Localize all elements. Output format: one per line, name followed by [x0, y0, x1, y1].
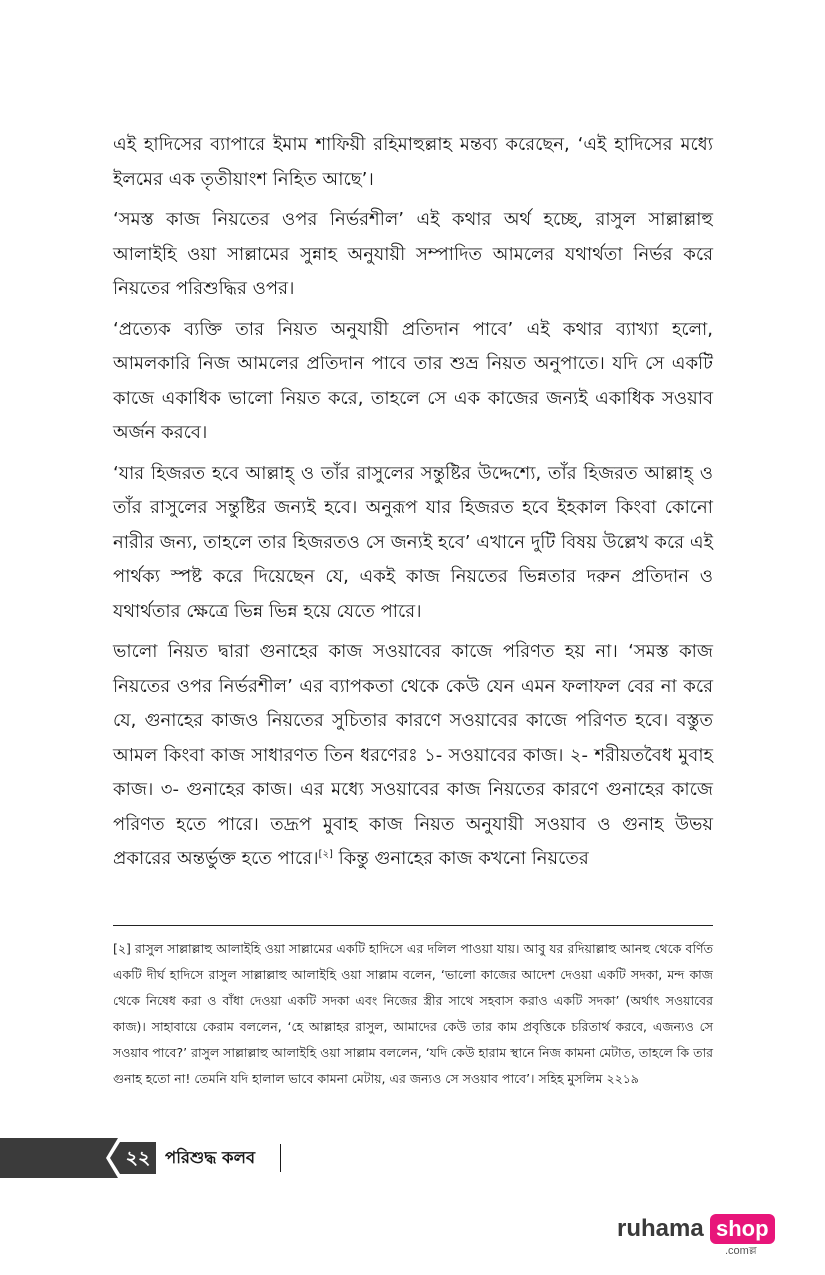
brand-logo	[617, 1214, 787, 1258]
footnote-divider	[113, 925, 713, 926]
brand-name-part1: ruhama	[617, 1215, 704, 1242]
paragraph-4: ‘যার হিজরত হবে আল্লাহ্‌ ও তাঁর রাসুলের সন্তুষ্টির উদ্দেশ্যে, তাঁর হিজরত আল্লাহ্‌ ও তাঁর রাসুলের সন্তুষ্টির জন্যই হবে। অনুরূপ যার হিজরত হবে ইহকাল কিংবা কোনো নারীর জন্য, তাহলে তার হিজরতও সে জন্যই হবে’ এখানে দুটি বিষয় উল্লেখ করে এই পার্থক্য স্পষ্ট করে দিয়েছেন যে, একই কাজ নিয়তের ভিন্নতার দরুন প্রতিদান ও যথার্থতার ক্ষেত্রে ভিন্ন ভিন্ন হয়ে যেতে পারে।	[113, 462, 713, 622]
footnote-marker: [২]	[113, 941, 131, 956]
page-number: ২২	[125, 1147, 151, 1169]
title-separator	[280, 1144, 281, 1172]
main-text	[113, 128, 713, 877]
paragraph-2: ‘সমস্ত কাজ নিয়তের ওপর নির্ভরশীল’ এই কথার অর্থ হচ্ছে, রাসুল সাল্লাল্লাহু আলাইহি ওয়া সাল্লামের সুন্নাহ অনুযায়ী সম্পাদিত আমলের যথার্থতা নির্ভর করে নিয়তের পরিশুদ্ধির ওপর।	[113, 209, 713, 299]
paragraph-5-text: ভালো নিয়ত দ্বারা গুনাহের কাজ সওয়াবের কাজে পরিণত হয় না। ‘সমস্ত কাজ নিয়তের ওপর নির্ভরশীল’ এর ব্যাপকতা থেকে কেউ যেন এমন ফলাফল বের না করে যে, গুনাহের কাজও নিয়তের সুচিতার কারণে সওয়াবের কাজে পরিণত হবে। বস্তুত আমল কিংবা কাজ সাধারণত তিন ধরণেরঃ ১- সওয়াবের কাজ। ২- শরীয়তবৈধ মুবাহ কাজ। ৩- গুনাহের কাজ। এর মধ্যে সওয়াবের কাজ নিয়তের কারণে গুনাহের কাজে পরিণত হতে পারে। তদ্রূপ মুবাহ কাজ নিয়ত অনুযায়ী সওয়াব ও গুনাহ উভয় প্রকারের অন্তর্ভুক্ত হতে পারে।	[113, 641, 713, 869]
book-title: পরিশুদ্ধ কলব	[165, 1148, 256, 1167]
paragraph-5	[113, 635, 713, 877]
footnote-text: রাসুল সাল্লাল্লাহু আলাইহি ওয়া সাল্লামের একটি হাদিসে এর দলিল পাওয়া যায়। আবু যর রদিয়াল্লাহু আনহু থেকে বর্ণিত একটি দীর্ঘ হাদিসে রাসুল সাল্লাল্লাহু আলাইহি ওয়া সাল্লাম বলেন, ‘ভালো কাজের আদেশ দেওয়া একটি সদকা, মন্দ কাজ থেকে নিষেধ করা ও বাঁধা দেওয়া একটি সদকা এবং নিজের স্ত্রীর সাথে সহবাস করাও একটি সদকা’ (অর্থাৎ সওয়াবের কাজ)। সাহাবায়ে কেরাম বললেন, ‘হে আল্লাহর রাসুল, আমাদের কেউ তার কাম প্রবৃত্তিকে চরিতার্থ করবে, এজন্যও সে সওয়াব পাবে?’ রাসুল সাল্লাল্লাহু আলাইহি ওয়া সাল্লাম বললেন, ‘যদি কেউ হারাম স্থানে নিজ কামনা মেটাত, তাহলে কি তার গুনাহ হতো না! তেমনি যদি হালাল ভাবে কামনা মেটায়, এর জন্যও সে সওয়াব পাবে’। সহিহ মুসলিম ২২১৯	[113, 941, 713, 1086]
brand-name-part2: shop	[710, 1214, 775, 1244]
footnote-reference[interactable]: [২]	[318, 849, 333, 860]
footnote	[113, 936, 713, 1092]
brand-domain: .comল্ল	[725, 1245, 757, 1257]
paragraph-3: ‘প্রত্যেক ব্যক্তি তার নিয়ত অনুযায়ী প্রতিদান পাবে’ এই কথার ব্যাখ্যা হলো, আমলকারি নিজ আমলের প্রতিদান পাবে তার শুভ্র নিয়ত অনুপাতে। যদি সে একটি কাজে একাধিক ভালো নিয়ত করে, তাহলে সে এক কাজের জন্যই একাধিক সওয়াব অর্জন করবে।	[113, 318, 713, 443]
paragraph-1: এই হাদিসের ব্যাপারে ইমাম শাফিয়ী রহিমাহুল্লাহ মন্তব্য করেছেন, ‘এই হাদিসের মধ্যে ইলমের এক তৃতীয়াংশ নিহিত আছে’।	[113, 134, 713, 190]
paragraph-5-continuation: কিন্তু গুনাহের কাজ কখনো নিয়তের	[332, 848, 589, 869]
